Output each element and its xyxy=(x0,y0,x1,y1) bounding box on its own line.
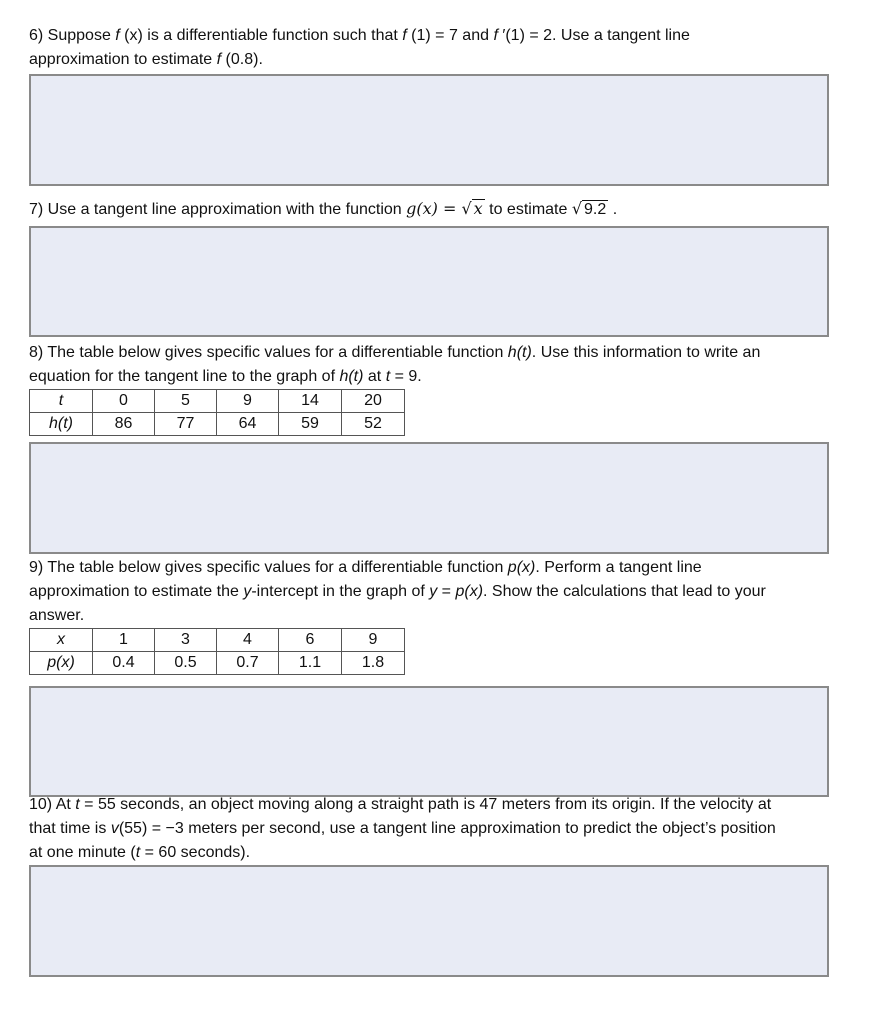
question-9: 9) The table below gives specific values for a differentiable function p(x). Perform a tangent line approximation to estimate the y-intercept in the graph of y = p(x). Show the calculations that lead to your answer. xyxy=(29,559,766,624)
p-values-table xyxy=(29,628,405,675)
table-row: t 0 5 9 14 20 xyxy=(30,390,405,413)
question-10: 10) At t = 55 seconds, an object moving along a straight path is 47 meters from its origin. If the velocity at that time is v(55) = −3 meters per second, use a tangent line approximation to predict the object’s position at one minute (t = 60 seconds). xyxy=(29,796,776,861)
sqrt-icon: √ xyxy=(461,199,472,218)
answer-box-10[interactable] xyxy=(29,865,829,977)
answer-box-9[interactable] xyxy=(29,686,829,797)
question-8: 8) The table below gives specific values for a differentiable function h(t). Use this information to write an equation for the tangent line to the graph of h(t) at t = 9. xyxy=(29,344,761,385)
table-row: h(t) 86 77 64 59 52 xyxy=(30,413,405,436)
question-7: 7) Use a tangent line approximation with the function g(x) = √ x to estimate √ 9.2 . xyxy=(29,199,618,218)
table-row: x 1 3 4 6 9 xyxy=(30,629,405,652)
answer-box-8[interactable] xyxy=(29,442,829,554)
question-6: 6) Suppose f (x) is a differentiable function such that f (1) = 7 and f ′(1) = 2. Use a tangent line approximation to estimate f (0.8). xyxy=(29,27,690,68)
table-row: p(x) 0.4 0.5 0.7 1.1 1.8 xyxy=(30,652,405,675)
sqrt-icon: √ xyxy=(571,199,583,218)
answer-box-6[interactable] xyxy=(29,74,829,186)
answer-box-7[interactable] xyxy=(29,226,829,337)
h-values-table xyxy=(29,389,405,436)
